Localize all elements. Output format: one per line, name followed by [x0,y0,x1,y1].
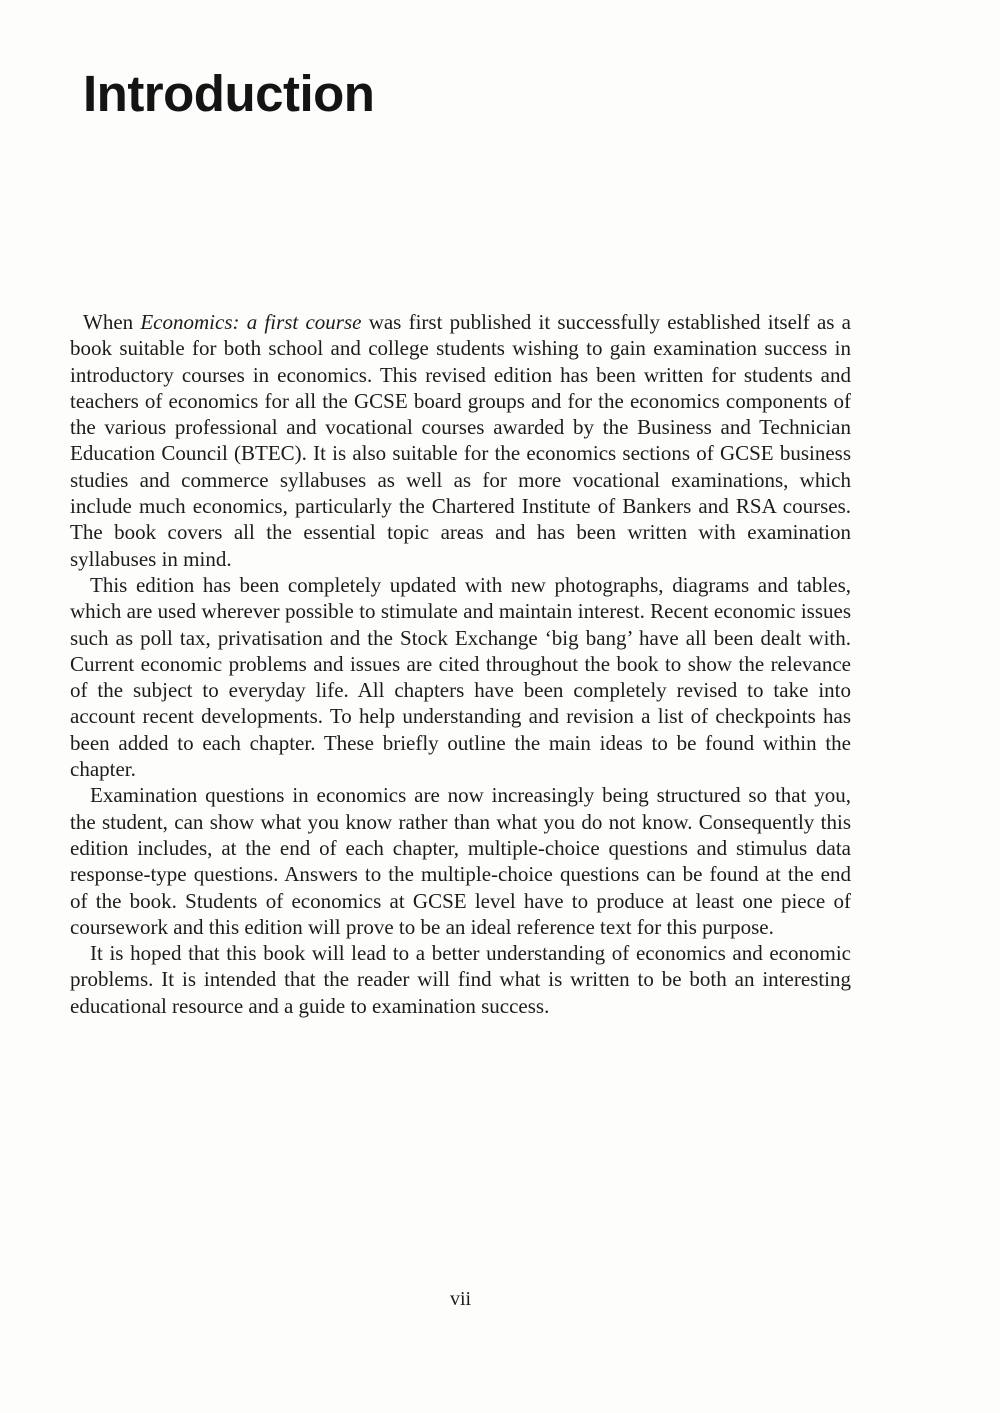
page-number: vii [449,1288,472,1310]
paragraph-4: It is hoped that this book will lead to a better understanding of economics and economic problems. It is intended that the reader will find what is written to be both an interesting educational resource and a guide to examination success. [70,941,851,1018]
body-text [70,309,851,1019]
paragraph-3: Examination questions in economics are now increasingly being structured so that you, the student, can show what you know rather than what you do not know. Consequently this edition includes, at the end of each chapter, multiple-choice questions and stimulus data response-type questions. Answers to the multiple-choice questions can be found at the end of the book. Students of economics at GCSE level have to produce at least one piece of coursework and this edition will prove to be an ideal reference text for this purpose. [70,783,851,939]
paragraph-1-lead: When [83,310,141,334]
paragraph-1 [70,309,851,572]
paragraph-2: This edition has been completely updated with new photographs, diagrams and tables, which are used wherever possible to stimulate and maintain interest. Recent economic issues such as poll tax, privatisation and the Stock Exchange ‘big bang’ have all been dealt with. Current economic problems and issues are cited throughout the book to show the relevance of the subject to everyday life. All chapters have been completely revised to take into account recent developments. To help understanding and revision a list of checkpoints has been added to each chapter. These briefly outline the main ideas to be found within the chapter. [70,572,851,782]
page-title: Introduction [83,65,375,122]
book-title-italic: Economics: a first course [140,310,362,334]
paragraph-1-body: was first published it successfully established itself as a book suitable for both school and college students wishing to gain examination success in introductory courses in economics. This revised edition has been written for students and teachers of economics for all the GCSE board groups and for the economics components of the various professional and vocational courses awarded by the Business and Technician Education Council (BTEC). It is also suitable for the economics sections of GCSE business studies and commerce syllabuses as well as for more vocational examinations, which include much economics, particularly the Chartered Institute of Bankers and RSA courses. The book covers all the essential topic areas and has been written with examination syllabuses in mind. [70,310,851,571]
